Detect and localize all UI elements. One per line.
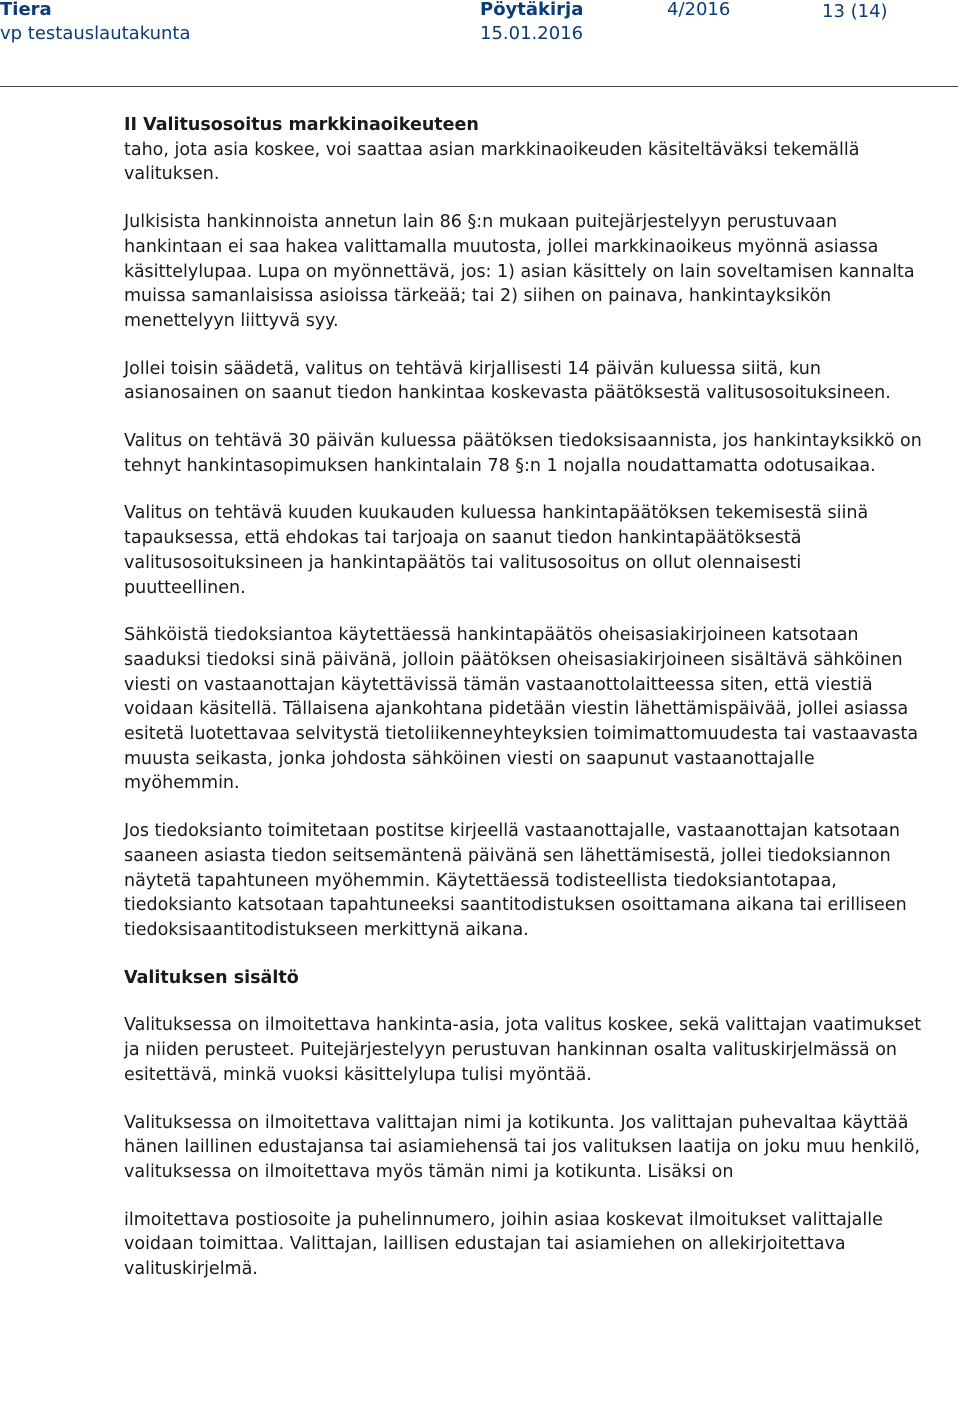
paragraph-postal-notice: Jos tiedoksianto toimitetaan postitse kirjeellä vastaanottajalle, vastaanottajan katsotaan saaneen asiasta tiedon seitsemäntenä päivänä sen lähettämisestä, jollei tiedoksiannon näytetä tapahtuneen myöhemmin. Käytettäessä todisteellista tiedoksiantotapaa, tiedoksianto katsotaan tapahtuneeksi saantitodistuksen osoittamana aikana tai erilliseen tiedoksisaantitodistukseen merkittynä aikana. xyxy=(124,821,907,940)
paragraph-electronic-notice: Sähköistä tiedoksiantoa käytettäessä hankintapäätös oheisasiakirjoineen katsotaan saaduksi tiedoksi sinä päivänä, jolloin päätöksen oheisasiakirjoineen sisältävä sähköinen viesti on vastaanottajan käytettävissä tämän vastaanottolaitteessa siten, että viestiä voidaan käsitellä. Tällaisena ajankohtana pidetään viestin lähettämispäivää, jollei asiassa esitetä luotettavaa selvitystä tietoliikenneyhteyksien toimimattomuudesta tai vastaavasta muusta seikasta, jonka johdosta sähköinen viesti on saapunut vastaanottajalle myöhemmin. xyxy=(124,625,919,794)
organization-name: Tiera xyxy=(0,0,52,20)
board-name: vp testauslautakunta xyxy=(0,23,191,44)
document-number: 4/2016 xyxy=(667,0,731,20)
appeal-section xyxy=(124,113,924,187)
document-type: Pöytäkirja xyxy=(480,0,584,20)
paragraph-appeal-content: Valituksessa on ilmoitettava hankinta-asia, jota valitus koskee, sekä valittajan vaatimukset ja niiden perusteet. Puitejärjestelyyn perustuvan hankinnan osalta valituskirjelmässä on esitettävä, minkä vuoksi käsittelylupa tulisi myöntää. xyxy=(124,1015,922,1085)
paragraph-framework-agreement: Julkisista hankinnoista annetun lain 86 §:n mukaan puitejärjestelyyn perustuvaan hankintaan ei saa hakea valittamalla muutosta, jollei markkinaoikeus myönnä asiassa käsittelylupaa. Lupa on myönnettävä, jos: 1) asian käsittely on lain soveltamisen kannalta muissa samanlaisissa asioissa tärkeää; tai 2) siihen on painava, hankintayksikön menettelyyn liittyvä syy. xyxy=(124,212,915,331)
page-number: 13 (14) xyxy=(822,1,888,22)
meeting-date: 15.01.2016 xyxy=(480,23,584,44)
paragraph-30-days: Valitus on tehtävä 30 päivän kuluessa päätöksen tiedoksisaannista, jos hankintayksikkö on tehnyt hankintasopimuksen hankintalain 78 §:n 1 nojalla noudattamatta odotusaikaa. xyxy=(124,431,922,476)
header-divider xyxy=(0,86,958,87)
paragraph-14-days: Jollei toisin säädetä, valitus on tehtävä kirjallisesti 14 päivän kuluessa siitä, kun asianosainen on saanut tiedon hankintaa koskevasta päätöksestä valitusosoituksineen. xyxy=(124,358,891,404)
paragraph-six-months: Valitus on tehtävä kuuden kuukauden kuluessa hankintapäätöksen tekemisestä siinä tapauksessa, että ehdokas tai tarjoaja on saanut tiedon hankintapäätöksestä valitusosoituksineen ja hankintapäätös tai valitusosoitus on ollut olennaisesti puutteellinen. xyxy=(124,503,869,598)
paragraph-postal-address: ilmoitettava postiosoite ja puhelinnumero, joihin asiaa koskevat ilmoitukset valittajalle voidaan toimittaa. Valittajan, laillisen edustajan tai asiamiehen on allekirjoitettava valituskirjelmä. xyxy=(124,1209,883,1280)
document-header xyxy=(0,0,960,88)
content-heading: Valituksen sisältö xyxy=(124,967,299,988)
document-body xyxy=(124,113,924,1305)
appeal-heading: II Valitusosoitus markkinaoikeuteen xyxy=(124,115,479,135)
paragraph-appellant-name: Valituksessa on ilmoitettava valittajan nimi ja kotikunta. Jos valittajan puhevaltaa käyttää hänen laillinen edustajansa tai asiamiehensä tai jos valituksen laatija on joku muu henkilö, valituksessa on ilmoitettava myös tämän nimi ja kotikunta. Lisäksi on xyxy=(124,1112,921,1182)
appeal-intro: taho, jota asia koskee, voi saattaa asian markkinaoikeuden käsiteltäväksi tekemällä valituksen. xyxy=(124,139,860,185)
